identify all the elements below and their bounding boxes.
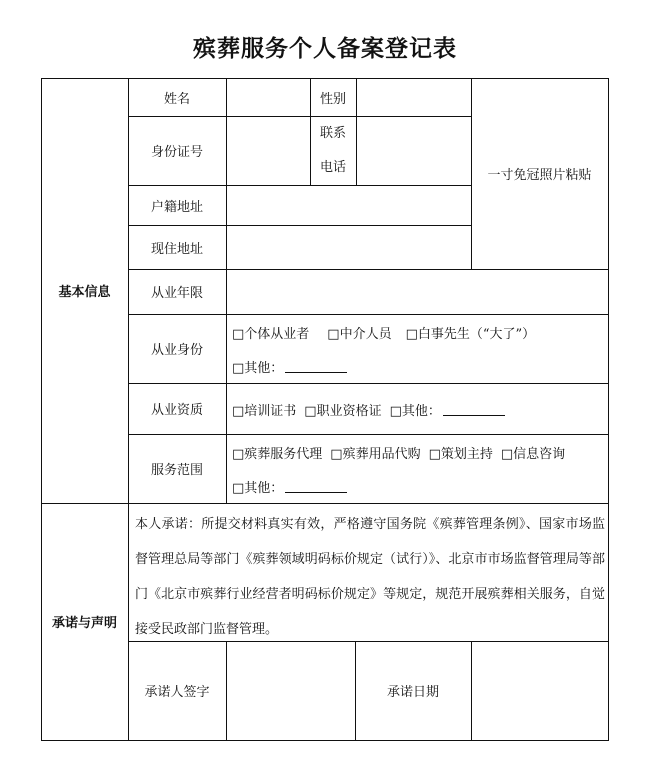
input-signature[interactable] xyxy=(226,641,355,740)
label-id-number: 身份证号 xyxy=(150,145,203,160)
input-gender[interactable] xyxy=(356,78,471,116)
identity-options xyxy=(232,323,543,342)
label-gender: 性别 xyxy=(319,91,346,107)
input-years[interactable] xyxy=(226,269,608,314)
label-signature: 承诺人签字 xyxy=(144,685,210,700)
checkbox-scope-other[interactable]: □其他： xyxy=(232,481,284,496)
scope-other-row xyxy=(232,477,347,496)
input-phone[interactable] xyxy=(356,116,471,185)
checkbox-planning-hosting[interactable]: □策划主持 xyxy=(428,447,493,462)
label-identity: 从业身份 xyxy=(150,343,203,358)
label-current-address: 现住地址 xyxy=(150,241,203,257)
scope-other-blank[interactable] xyxy=(285,480,347,493)
label-phone-line1: 联系 xyxy=(319,125,346,141)
label-qualification: 从业资质 xyxy=(150,403,203,418)
input-name[interactable] xyxy=(226,78,310,116)
section-label-pledge: 承诺与声明 xyxy=(51,616,117,631)
identity-other-row xyxy=(232,357,347,376)
qualification-other-blank[interactable] xyxy=(443,403,505,416)
checkbox-intermediary[interactable]: □中介人员 xyxy=(327,327,392,342)
input-household-address[interactable] xyxy=(226,185,471,225)
checkbox-supplies-purchase[interactable]: □殡葬用品代购 xyxy=(330,447,421,462)
qualification-options xyxy=(232,400,505,419)
checkbox-individual[interactable]: □个体从业者 xyxy=(232,327,310,342)
input-current-address[interactable] xyxy=(226,225,471,269)
checkbox-identity-other[interactable]: □其他： xyxy=(232,361,284,376)
identity-other-blank[interactable] xyxy=(285,360,347,373)
page-title: 殡葬服务个人备案登记表 xyxy=(193,36,457,62)
label-date: 承诺日期 xyxy=(386,685,439,700)
label-service-scope: 服务范围 xyxy=(150,463,203,478)
checkbox-professional-cert[interactable]: □职业资格证 xyxy=(304,404,382,419)
label-household-address: 户籍地址 xyxy=(150,199,203,215)
section-label-basic-info: 基本信息 xyxy=(58,285,111,300)
checkbox-training-cert[interactable]: □培训证书 xyxy=(232,404,297,419)
scope-options xyxy=(232,443,573,462)
label-name: 姓名 xyxy=(163,91,190,107)
pledge-text: 本人承诺：所提交材料真实有效，严格遵守国务院《殡葬管理条例》、国家市场监督管理总局等部门《殡葬领域明码标价规定（试行）》、北京市市场监督管理局等部门《北京市殡葬行业经营者明码标价规定》等规定，规范开展殡葬相关服务，自觉接受民政部门监督管理。 xyxy=(135,517,605,637)
checkbox-qualification-other[interactable]: □其他： xyxy=(389,404,441,419)
label-phone xyxy=(310,116,356,185)
input-id-number[interactable] xyxy=(226,116,310,185)
label-years: 从业年限 xyxy=(150,286,203,301)
checkbox-funeral-master[interactable]: □白事先生（“大了”） xyxy=(405,327,536,342)
photo-area[interactable]: 一寸免冠照片粘贴 xyxy=(487,168,592,183)
label-phone-line2: 电话 xyxy=(319,159,346,175)
checkbox-info-consulting[interactable]: □信息咨询 xyxy=(500,447,566,462)
checkbox-funeral-agent[interactable]: □殡葬服务代理 xyxy=(232,447,323,462)
input-date[interactable] xyxy=(471,641,608,740)
